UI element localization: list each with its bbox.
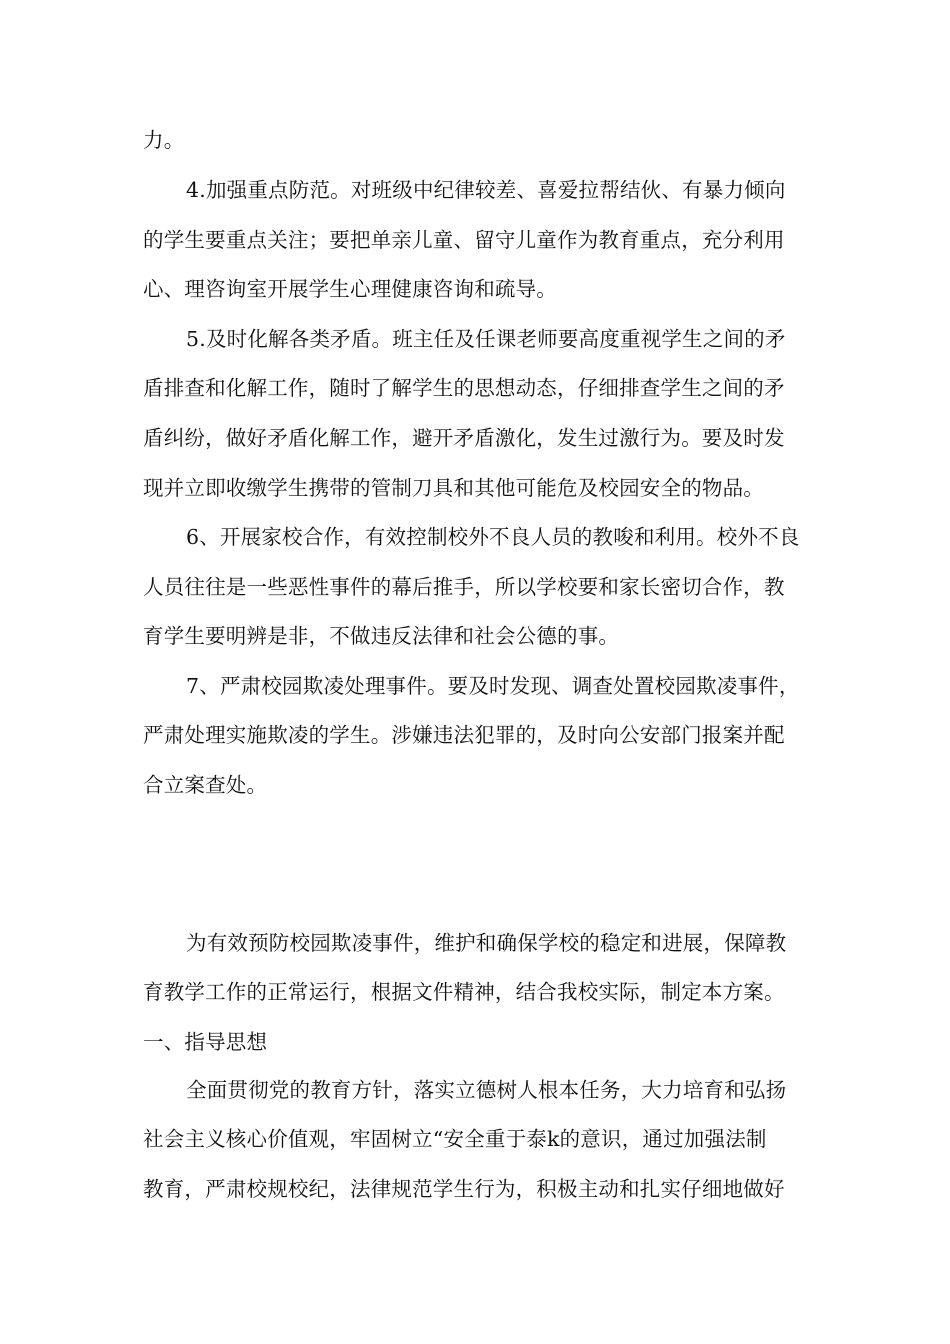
text-line-18: 全面贯彻党的教育方针，落实立德树人根本任务，大力培育和弘扬 <box>186 1078 787 1102</box>
text-line-9: 6、开展家校合作，有效控制校外不良人员的教唆和利用。校外不良 <box>186 525 800 549</box>
text-line-15: 为有效预防校园欺凌事件，维护和确保学校的稳定和进展，保障教 <box>186 931 787 955</box>
text-line-16: 育教学工作的正常运行，根据文件精神，结合我校实际，制定本方案。 <box>143 980 785 1004</box>
text-line-4: 心、理咨询室开展学生心理健康咨询和疏导。 <box>143 277 557 301</box>
text-line-5: 5.及时化解各类矛盾。班主任及任课老师要高度重视学生之间的矛 <box>186 327 786 351</box>
text-line-10: 人员往往是一些恶性事件的幕后推手，所以学校要和家长密切合作，教 <box>143 575 785 599</box>
text-line-12: 7、严肃校园欺凌处理事件。要及时发现、调查处置校园欺凌事件， <box>186 674 800 698</box>
text-line-1: 力。 <box>143 128 185 152</box>
text-line-2: 4.加强重点防范。对班级中纪律较差、喜爱拉帮结伙、有暴力倾向 <box>186 178 786 202</box>
section-heading: 一、指导思想 <box>143 1030 268 1054</box>
text-line-11: 育学生要明辨是非，不做违反法律和社会公德的事。 <box>143 624 620 648</box>
text-line-19: 社会主义核心价值观，牢固树立“安全重于泰k的意识，通过加强法制 <box>143 1127 767 1151</box>
text-line-8: 现并立即收缴学生携带的管制刀具和其他可能危及校园安全的物品。 <box>143 476 764 500</box>
text-line-13: 严肃处理实施欺凌的学生。涉嫌违法犯罪的，及时向公安部门报案并配 <box>143 723 785 747</box>
text-line-7: 盾纠纷，做好矛盾化解工作，避开矛盾激化，发生过激行为。要及时发 <box>143 426 785 450</box>
text-line-6: 盾排查和化解工作，随时了解学生的思想动态，仔细排查学生之间的矛 <box>143 376 785 400</box>
text-line-14: 合立案查处。 <box>143 773 268 797</box>
text-line-3: 的学生要重点关注；要把单亲儿童、留守儿童作为教育重点，充分利用 <box>143 228 785 252</box>
text-line-20: 教育，严肃校规校纪，法律规范学生行为，积极主动和扎实仔细地做好 <box>143 1177 785 1201</box>
